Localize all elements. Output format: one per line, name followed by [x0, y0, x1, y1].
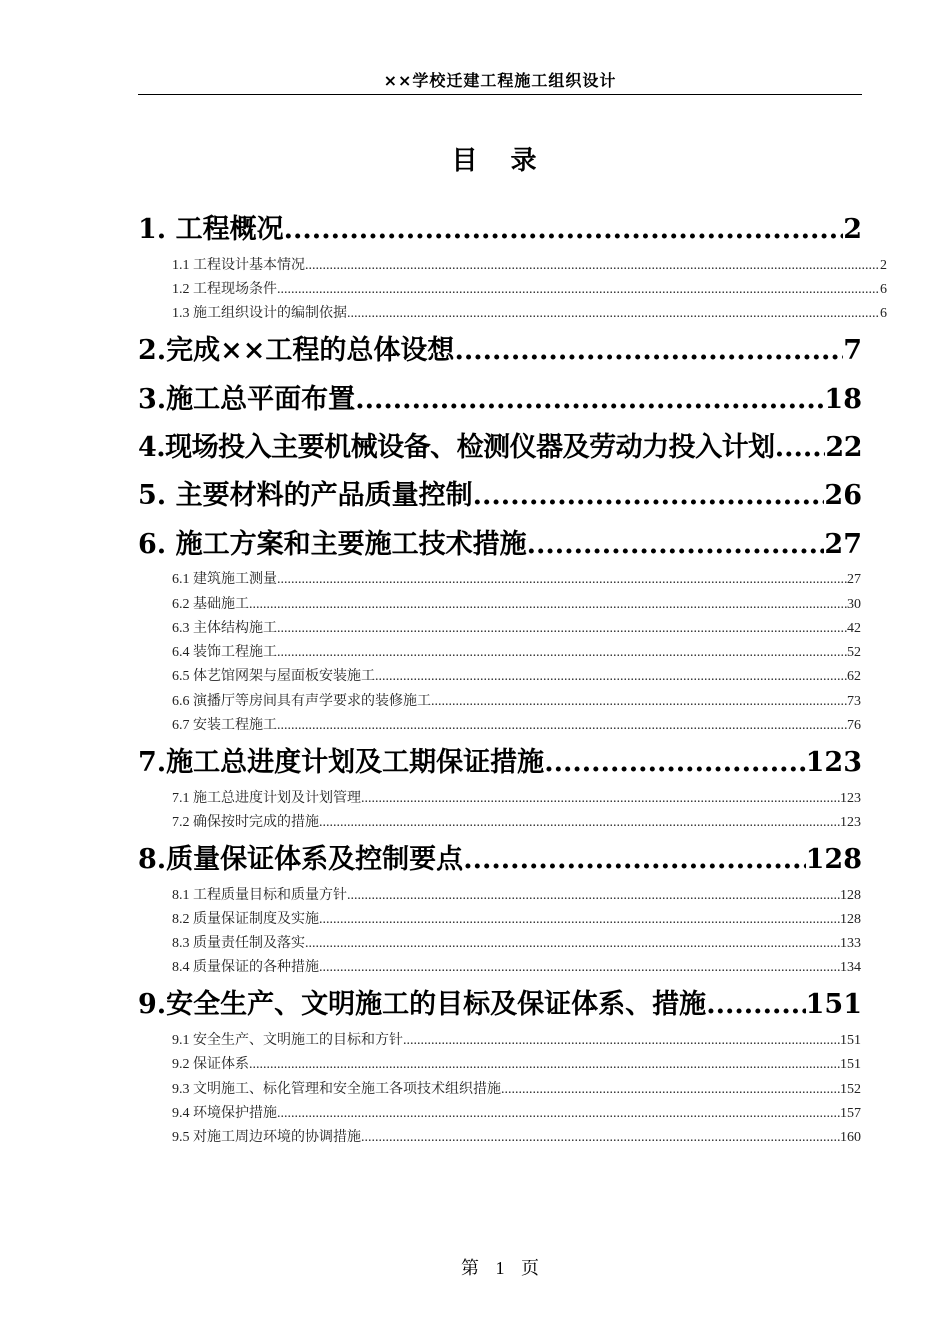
toc-entry-8-4[interactable]: [172, 958, 861, 978]
footer-suffix: 页: [521, 1258, 539, 1278]
leader-dots: [361, 1128, 840, 1148]
toc-entry-page: 73: [847, 694, 861, 709]
toc-entry-page: 52: [847, 645, 861, 660]
toc-entry-label: 6.5 体艺馆网架与屋面板安装施工: [172, 669, 375, 684]
toc-entry-6-5[interactable]: [172, 667, 861, 687]
leader-dots: [375, 667, 847, 687]
toc-entry-page: 26: [824, 480, 862, 511]
toc-title: 目 录: [451, 146, 549, 176]
toc-entry-label: 7.1 施工总进度计划及计划管理: [172, 791, 361, 806]
toc-entry-page: 123: [840, 791, 861, 806]
toc-entry-label: 6.1 建筑施工测量: [172, 572, 277, 587]
toc-entry-label: 1.1 工程设计基本情况: [172, 258, 305, 273]
toc-entry-label: 6.3 主体结构施工: [172, 621, 277, 636]
toc-entry-page: 134: [840, 960, 861, 975]
leader-dots: [284, 213, 844, 247]
toc-entry-page: 128: [840, 888, 861, 903]
leader-dots: [277, 570, 847, 590]
running-header-title: ××学校迁建工程施工组织设计: [383, 71, 617, 90]
toc-entry-8-3[interactable]: [172, 934, 861, 954]
page-footer: [138, 1254, 862, 1280]
leader-dots: [305, 256, 880, 276]
toc-entry-page: 27: [824, 529, 862, 560]
toc-entry-label: 9.2 保证体系: [172, 1057, 249, 1072]
leader-dots: [463, 843, 805, 877]
toc-entry-label: 3.施工总平面布置: [138, 384, 356, 415]
toc-entry-page: 18: [824, 384, 862, 415]
toc-entry-label: 9.4 环境保护措施: [172, 1106, 277, 1121]
toc-entry-9-1[interactable]: [172, 1031, 861, 1051]
toc-entry-6-6[interactable]: [172, 692, 861, 712]
toc-entry-9-5[interactable]: [172, 1128, 861, 1148]
toc-entry-2[interactable]: [138, 334, 862, 368]
toc-entry-label: 1. 工程概况: [138, 214, 284, 245]
leader-dots: [277, 716, 847, 736]
leader-dots: [319, 910, 840, 930]
toc-entry-page: 6: [880, 306, 887, 321]
leader-dots: [501, 1080, 840, 1100]
leader-dots: [277, 643, 847, 663]
toc-entry-page: 152: [840, 1082, 861, 1097]
leader-dots: [319, 813, 840, 833]
toc-entry-6[interactable]: [138, 528, 862, 562]
toc-entry-8-2[interactable]: [172, 910, 861, 930]
toc-entry-label: 4.现场投入主要机械设备、检测仪器及劳动力投入计划: [138, 432, 775, 463]
toc-entry-page: 42: [847, 621, 861, 636]
toc-entry-page: 6: [880, 282, 887, 297]
toc-entry-label: 6.7 安装工程施工: [172, 718, 277, 733]
toc-entry-label: 8.2 质量保证制度及实施: [172, 912, 319, 927]
toc-entry-label: 5. 主要材料的产品质量控制: [138, 480, 473, 511]
toc-entry-7[interactable]: [138, 746, 862, 780]
toc-entry-label: 7.2 确保按时完成的措施: [172, 815, 319, 830]
toc-entry-6-3[interactable]: [172, 619, 861, 639]
toc-entry-6-2[interactable]: [172, 595, 861, 615]
toc-entry-page: 123: [840, 815, 861, 830]
toc-entry-label: 6.6 演播厅等房间具有声学要求的装修施工: [172, 694, 431, 709]
toc-entry-label: 7.施工总进度计划及工期保证措施: [138, 747, 545, 778]
toc-entry-page: 160: [840, 1130, 861, 1145]
leader-dots: [544, 746, 805, 780]
toc-entry-label: 8.4 质量保证的各种措施: [172, 960, 319, 975]
leader-dots: [347, 886, 840, 906]
toc-entry-page: 30: [847, 597, 861, 612]
leader-dots: [403, 1031, 840, 1051]
leader-dots: [305, 934, 840, 954]
toc-entry-page: 128: [840, 912, 861, 927]
toc-entry-page: 151: [840, 1033, 861, 1048]
toc-entry-label: 1.2 工程现场条件: [172, 282, 277, 297]
toc-entry-3[interactable]: [138, 383, 862, 417]
toc-entry-page: 128: [805, 844, 862, 875]
toc-entry-7-2[interactable]: [172, 813, 861, 833]
toc-entry-label: 8.质量保证体系及控制要点: [138, 844, 464, 875]
leader-dots: [249, 1055, 840, 1075]
toc-entry-label: 2.完成××工程的总体设想: [138, 335, 455, 366]
toc-entry-label: 8.3 质量责任制及落实: [172, 936, 305, 951]
toc-entry-page: 133: [840, 936, 861, 951]
toc-entry-page: 157: [840, 1106, 861, 1121]
leader-dots: [473, 479, 825, 513]
toc-entry-page: 123: [805, 747, 862, 778]
toc-entry-label: 9.5 对施工周边环境的协调措施: [172, 1130, 361, 1145]
header-rule: [138, 94, 862, 95]
toc-entry-5[interactable]: [138, 479, 862, 513]
leader-dots: [775, 431, 826, 465]
toc-entry-page: 22: [825, 432, 862, 463]
toc-entry-page: 2: [843, 214, 862, 245]
toc-entry-page: 7: [843, 335, 862, 366]
toc-entry-7-1[interactable]: [172, 789, 861, 809]
toc-entry-label: 9.3 文明施工、标化管理和安全施工各项技术组织措施: [172, 1082, 501, 1097]
toc-entry-label: 9.安全生产、文明施工的目标及保证体系、措施: [138, 989, 707, 1020]
toc-entry-page: 62: [847, 669, 861, 684]
leader-dots: [527, 528, 825, 562]
toc-entry-6-1[interactable]: [172, 570, 861, 590]
leader-dots: [249, 595, 847, 615]
toc-entry-1[interactable]: [138, 213, 862, 247]
leader-dots: [706, 988, 805, 1022]
toc-entry-page: 2: [880, 258, 887, 273]
leader-dots: [277, 619, 847, 639]
leader-dots: [454, 334, 843, 368]
toc-entry-4[interactable]: [138, 431, 862, 465]
toc-entry-8-1[interactable]: [172, 886, 861, 906]
leader-dots: [431, 692, 847, 712]
toc-entry-1-2[interactable]: [172, 280, 887, 300]
toc-entry-8[interactable]: [138, 843, 862, 877]
toc-entry-label: 6.4 装饰工程施工: [172, 645, 277, 660]
toc-entry-1-1[interactable]: [172, 256, 887, 276]
leader-dots: [277, 280, 880, 300]
footer-page-number: 1: [495, 1258, 505, 1278]
toc-entry-page: 27: [847, 572, 861, 587]
leader-dots: [355, 383, 824, 417]
toc-entry-page: 151: [805, 989, 862, 1020]
leader-dots: [277, 1104, 840, 1124]
toc-entry-label: 1.3 施工组织设计的编制依据: [172, 306, 347, 321]
toc-entry-label: 8.1 工程质量目标和质量方针: [172, 888, 347, 903]
toc-entry-1-3[interactable]: [172, 304, 887, 324]
toc-entry-label: 6.2 基础施工: [172, 597, 249, 612]
toc-entry-9-4[interactable]: [172, 1104, 861, 1124]
leader-dots: [347, 304, 880, 324]
footer-prefix: 第: [461, 1258, 479, 1278]
toc-entry-page: 151: [840, 1057, 861, 1072]
toc-entry-label: 6. 施工方案和主要施工技术措施: [138, 529, 527, 560]
toc-entry-6-4[interactable]: [172, 643, 861, 663]
toc-entry-page: 76: [847, 718, 861, 733]
toc-entry-9[interactable]: [138, 988, 862, 1022]
leader-dots: [361, 789, 840, 809]
toc-entry-6-7[interactable]: [172, 716, 861, 736]
toc-entry-9-2[interactable]: [172, 1055, 861, 1075]
toc-entry-9-3[interactable]: [172, 1080, 861, 1100]
toc-entry-label: 9.1 安全生产、文明施工的目标和方针: [172, 1033, 403, 1048]
leader-dots: [319, 958, 840, 978]
